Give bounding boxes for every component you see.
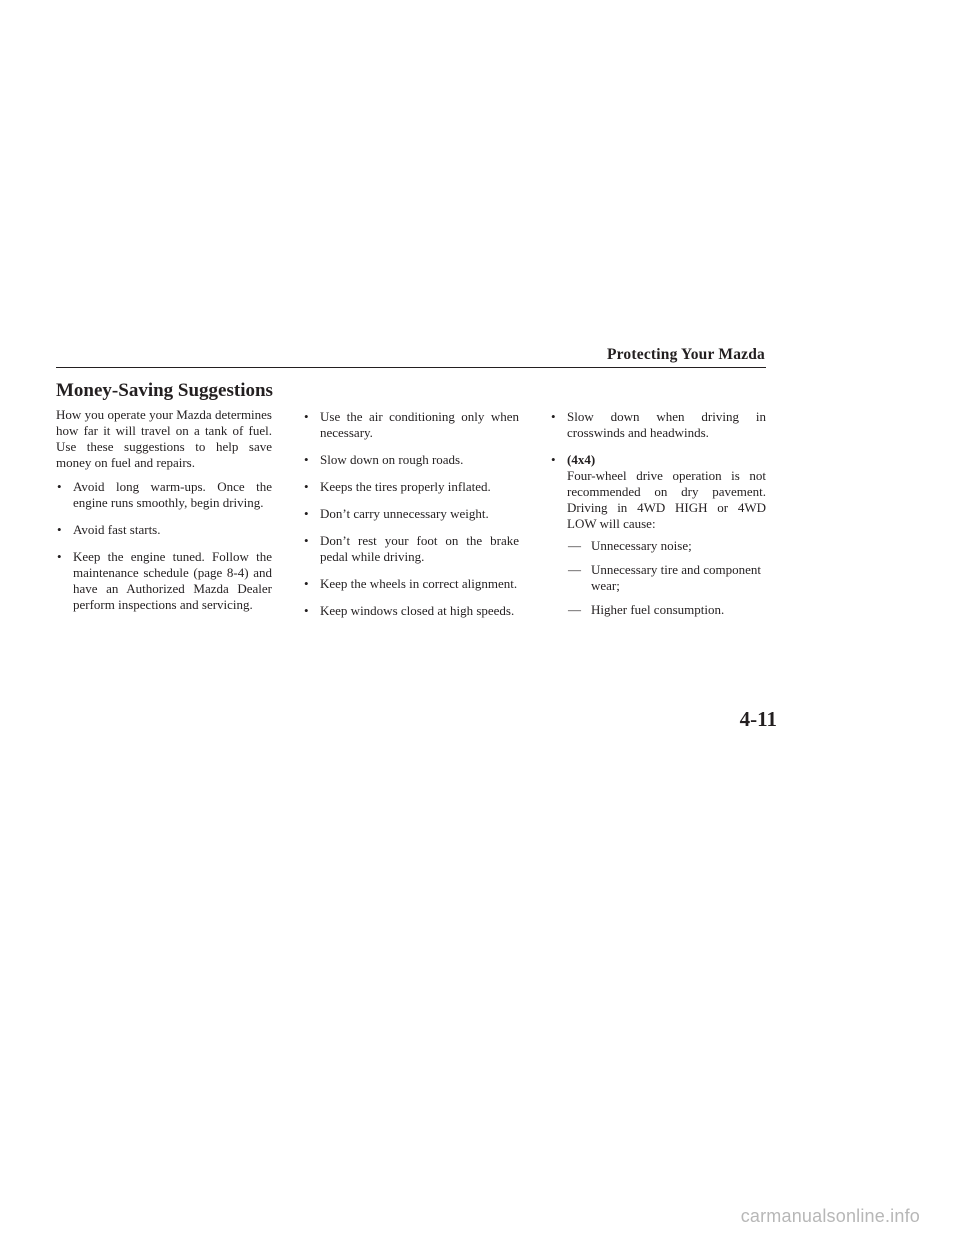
- dash-item: [567, 538, 766, 554]
- intro-paragraph: How you operate your Mazda determines how far it will travel on a tank of fuel. Use these suggestions to help save money on fuel and repairs.: [56, 407, 272, 470]
- dash-item: [567, 602, 766, 618]
- text-column-1: [56, 407, 272, 624]
- dash-item-text: Unnecessary noise;: [591, 538, 692, 553]
- text-column-3: [550, 409, 766, 629]
- page-number: 4-11: [739, 707, 777, 731]
- dash-item-text: Higher fuel consumption.: [591, 602, 725, 617]
- dash-list: [567, 538, 766, 618]
- bullet-list-1: [56, 479, 272, 613]
- list-item: • Slow down on rough roads.: [303, 452, 519, 468]
- list-item: • Keeps the tires properly inflated.: [303, 479, 519, 495]
- section-title: Money-Saving Suggestions: [56, 380, 273, 401]
- dash-item: [567, 562, 766, 594]
- list-item: • Use the air conditioning only when necessary.: [303, 409, 519, 441]
- watermark-link[interactable]: carmanualsonline.info: [740, 1206, 920, 1226]
- header-divider: [56, 367, 766, 368]
- em-dash: —: [568, 562, 581, 577]
- running-header-title: Protecting Your Mazda: [606, 346, 765, 363]
- list-item: • Avoid long warm-ups. Once the engine runs smoothly, begin driving.: [56, 479, 272, 511]
- list-item: • Don’t rest your foot on the brake pedal while driving.: [303, 533, 519, 565]
- text-column-2: [303, 409, 519, 630]
- bullet-list-2: [303, 409, 519, 619]
- em-dash: —: [568, 538, 581, 553]
- list-item: • Keep the engine tuned. Follow the maintenance schedule (page 8-4) and have an Authorized Mazda Dealer perform inspections and servicing.: [56, 549, 272, 613]
- list-item-4x4: [550, 452, 766, 618]
- list-item: • Don’t carry unnecessary weight.: [303, 506, 519, 522]
- four-by-four-label: • (4x4): [567, 452, 596, 467]
- list-item: • Slow down when driving in crosswinds and headwinds.: [550, 409, 766, 441]
- list-item: • Avoid fast starts.: [56, 522, 272, 538]
- list-item: • Keep windows closed at high speeds.: [303, 603, 519, 619]
- bullet-list-3: [550, 409, 766, 618]
- dash-item-text: Unnecessary tire and component wear;: [591, 562, 762, 593]
- list-item: • Keep the wheels in correct alignment.: [303, 576, 519, 592]
- four-by-four-text: Four-wheel drive operation is not recommended on dry pavement. Driving in 4WD HIGH or 4WD LOW will cause:: [567, 468, 766, 531]
- em-dash: —: [568, 602, 581, 617]
